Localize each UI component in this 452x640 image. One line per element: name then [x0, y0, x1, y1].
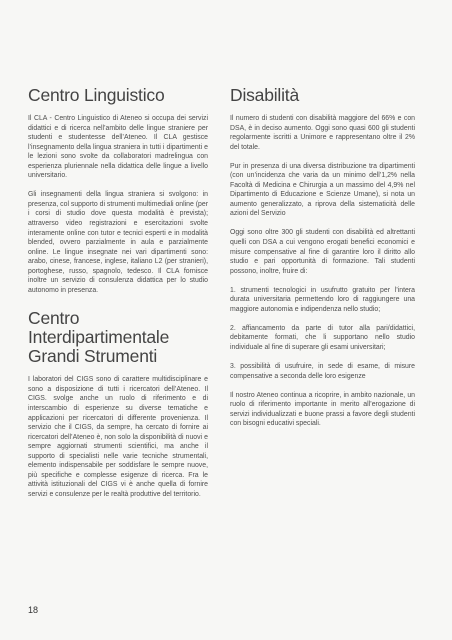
section-heading-centro-linguistico: Centro Linguistico: [28, 85, 165, 105]
paragraph: Oggi sono oltre 300 gli studenti con disabilità ed altrettanti quelli con DSA a cui vengono erogati benefici economici e misure compensative al fine di garantire loro il diritto allo studio e pari opportunità di formazione. Tali studenti possono, inoltre, fruire di:: [230, 229, 415, 275]
right-column: [230, 86, 415, 438]
paragraph: Il numero di studenti con disabilità maggiore del 66% e con DSA, è in deciso aumento. Oggi sono quasi 600 gli studenti regolarmente iscritti a Unimore e rappresentano oltre il 2% del totale.: [230, 115, 415, 151]
left-column: [28, 86, 208, 509]
section-heading-centro-interdipartimentale: Centro Interdipartimentale Grandi Strumenti: [28, 308, 170, 367]
section-heading-disabilita: Disabilità: [230, 85, 299, 105]
list-item: 1. strumenti tecnologici in usufrutto gratuito per l’intera durata universitaria permettendo loro di raggiungere una maggiore autonomia e indipendenza nello studio;: [230, 286, 415, 313]
list-item: 2. affiancamento da parte di tutor alla pari/didattici, debitamente formati, che li supportano nello studio individuale al fine di superare gli esami universitari;: [230, 324, 415, 351]
paragraph: Il nostro Ateneo continua a ricoprire, in ambito nazionale, un ruolo di riferimento importante in merito all’erogazione di servizi individualizzati e buone prassi a favore degli studenti con bisogni educativi speciali.: [230, 391, 415, 428]
paragraph: Gli insegnamenti della lingua straniera si svolgono: in presenza, col supporto di strumenti multimediali online (per i corsi di studio dove questa modalità è prevista); attraverso video registrazioni e esercitazioni svolte interamente online con tutor e tecnici esperti e in modalità blended, ovvero parzialmente in aula e parzialmente online. Le lingue insegnate nei vari dipartimenti sono: arabo, cinese, francese, inglese, italiano L2 (per stranieri), portoghese, russo, spagnolo, tedesco. Il CLA fornisce inoltre un servizio di consulenza didattica per lo studio autonomo in presenza.: [28, 191, 209, 294]
paragraph: I laboratori del CIGS sono di carattere multidisciplinare e sono a disposizione di tutti i ricercatori dell’Ateneo. Il CIGS. svolge anche un ruolo di riferimento e di interscambio di esperienze su diverse tematiche e applicazioni per ricercatori di differente provenienza. Il servizio che il CIGS, da sempre, ha cercato di fornire ai ricercatori dell’Ateneo è, non solo la disponibilità di nuovi e sempre aggiornati strumenti scientifici, ma anche il supporto di specialisti nelle varie tecniche strumentali, elemento indispensabile per soddisfare le sempre nuove, più specifiche e complesse esigenze di ricerca. Fra le attività istituzionali del CIGS vi è anche quella di fornire servizi e consulenze per le realtà produttive del territorio.: [28, 376, 208, 498]
page-number: 18: [28, 605, 39, 615]
paragraph: Il CLA - Centro Linguistico di Ateneo si occupa dei servizi didattici e di ricerca nell’ambito delle lingue straniere per studenti e studentesse dell’Ateneo. Il CLA gestisce l’insegnamento della lingua straniera in tutti i dipartimenti e le lezioni sono svolte da collaboratori madrelingua con esperienza pluriennale nella didattica delle lingue a livello universitario.: [28, 115, 208, 180]
list-item: 3. possibilità di usufruire, in sede di esame, di misure compensative a seconda delle loro esigenze: [230, 362, 415, 380]
paragraph: Pur in presenza di una diversa distribuzione tra dipartimenti (con un’incidenza che varia da un minimo dell’1,2% nella Facoltà di Medicina e Chirurgia a un massimo del 4,9% nel Dipartimento di Educazione e Scienze Umane), si nota un aumento generalizzato, a riprova della sistematicità delle azioni del Servizio: [230, 162, 415, 218]
